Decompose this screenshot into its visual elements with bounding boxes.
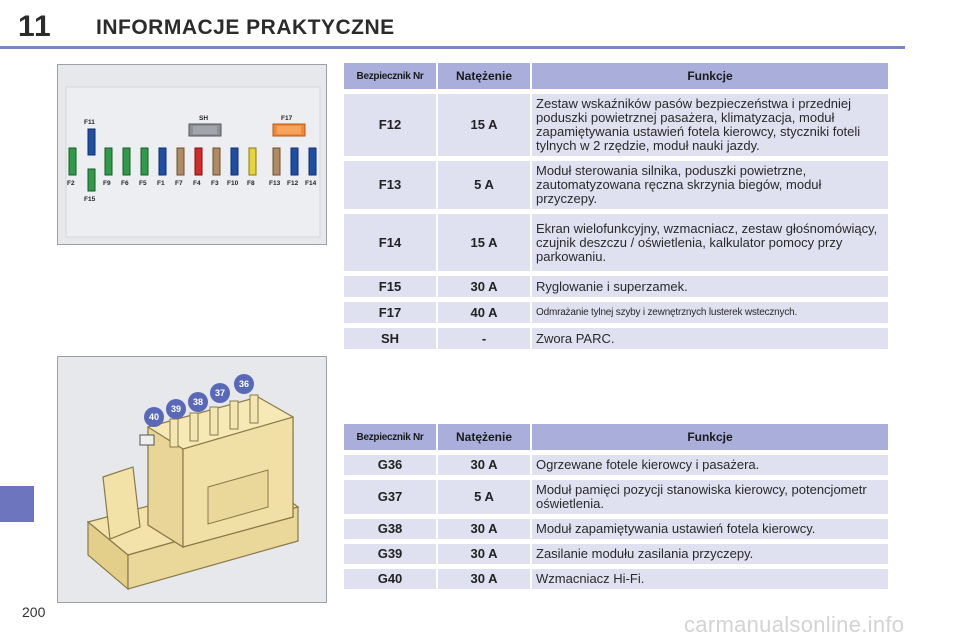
- fuse-f13: [273, 148, 280, 175]
- fuse-f10: [231, 148, 238, 175]
- f17-label: F17: [281, 115, 293, 122]
- amperage: 30 A: [438, 569, 530, 589]
- function: Moduł pamięci pozycji stanowiska kierowcy, potencjometr oświetlenia.: [532, 480, 888, 514]
- label-f14: F14: [305, 180, 317, 187]
- amperage: 30 A: [438, 276, 530, 297]
- label-f13: F13: [269, 180, 281, 187]
- label-f9: F9: [103, 180, 111, 187]
- header-rule: [0, 46, 905, 49]
- sh-label: SH: [199, 115, 209, 122]
- amperage: 15 A: [438, 214, 530, 271]
- fuse-f5: [141, 148, 148, 175]
- fuse-nr: F12: [344, 94, 436, 156]
- chapter-number: 11: [18, 10, 52, 43]
- fuse-box-diagram: [57, 64, 327, 245]
- f11-fuse: [88, 129, 95, 155]
- amperage: 30 A: [438, 544, 530, 564]
- amperage: 15 A: [438, 94, 530, 156]
- header-fuse-nr: Bezpiecznik Nr: [344, 424, 436, 450]
- label-f4: F4: [193, 180, 201, 187]
- fuse-nr: F17: [344, 302, 436, 323]
- function: Wzmacniacz Hi-Fi.: [532, 569, 888, 589]
- fuse-nr: F14: [344, 214, 436, 271]
- label-f15: F15: [84, 196, 96, 203]
- amperage: 30 A: [438, 519, 530, 539]
- fuse-table-1: [342, 58, 890, 354]
- label-f1: F1: [157, 180, 165, 187]
- chapter-side-tab: [0, 486, 34, 522]
- table-row: [344, 276, 888, 297]
- function: Ryglowanie i superzamek.: [532, 276, 888, 297]
- function: Ekran wielofunkcyjny, wzmacniacz, zestaw głośnomówiący, czujnik deszczu / oświetlenia, kalkulator pomocy przy parkowaniu.: [532, 214, 888, 271]
- table-row: [344, 328, 888, 349]
- watermark: carmanualsonline.info: [684, 612, 905, 637]
- fuse-nr: G39: [344, 544, 436, 564]
- fuse-table-2: [342, 419, 890, 594]
- function: Ogrzewane fotele kierowcy i pasażera.: [532, 455, 888, 475]
- fuse-nr: SH: [344, 328, 436, 349]
- amperage: -: [438, 328, 530, 349]
- label-f12: F12: [287, 180, 299, 187]
- header-fuse-nr: Bezpiecznik Nr: [344, 63, 436, 89]
- amperage: 30 A: [438, 455, 530, 475]
- f11-label: F11: [84, 119, 95, 126]
- header-amperage: Natężenie: [438, 63, 530, 89]
- fuse-f8: [249, 148, 256, 175]
- fuse-f12: [291, 148, 298, 175]
- fuse-nr: G38: [344, 519, 436, 539]
- amperage: 5 A: [438, 480, 530, 514]
- table-row: [344, 544, 888, 564]
- table-row: [344, 214, 888, 271]
- fuse-nr: G40: [344, 569, 436, 589]
- fuse-f9: [105, 148, 112, 175]
- chapter-title: INFORMACJE PRAKTYCZNE: [96, 16, 395, 39]
- connector-36: 36: [238, 379, 250, 389]
- amperage: 40 A: [438, 302, 530, 323]
- table-row: [344, 480, 888, 514]
- page-number: 200: [22, 604, 46, 620]
- fuse-nr: G37: [344, 480, 436, 514]
- connector-40: 40: [148, 412, 160, 422]
- fuse-f4: [195, 148, 202, 175]
- table-row: [344, 519, 888, 539]
- fuse-f6: [123, 148, 130, 175]
- connector-38: 38: [192, 397, 204, 407]
- function: Odmrażanie tylnej szyby i zewnętrznych lusterek wstecznych.: [532, 302, 888, 323]
- header-amperage: Natężenie: [438, 424, 530, 450]
- label-f2: F2: [67, 180, 75, 187]
- label-f5: F5: [139, 180, 147, 187]
- fuse-f2: [69, 148, 76, 175]
- function: Moduł sterowania silnika, poduszki powietrzne, zautomatyzowana ręczna skrzynia biegów, moduł przyczepy.: [532, 161, 888, 209]
- function: Moduł zapamiętywania ustawień fotela kierowcy.: [532, 519, 888, 539]
- table-row: [344, 569, 888, 589]
- fuse-f15: [88, 169, 95, 191]
- connector-block-diagram: [57, 356, 327, 603]
- function: Zwora PARC.: [532, 328, 888, 349]
- fuse-f7: [177, 148, 184, 175]
- label-f6: F6: [121, 180, 129, 187]
- connector-39: 39: [170, 404, 182, 414]
- fuse-nr: F13: [344, 161, 436, 209]
- function: Zestaw wskaźników pasów bezpieczeństwa i przedniej poduszki powietrznej pasażera, klimatyzacja, moduł zapamiętywania ustawień fotela kierowcy, styczniki foteli tylnych w 2 rzędzie, moduł nauki jazdy.: [532, 94, 888, 156]
- fuse-f14: [309, 148, 316, 175]
- fuse-nr: G36: [344, 455, 436, 475]
- fuse-nr: F15: [344, 276, 436, 297]
- header-function: Funkcje: [532, 63, 888, 89]
- label-f7: F7: [175, 180, 183, 187]
- fuse-f3: [213, 148, 220, 175]
- table-row: [344, 455, 888, 475]
- fuse-f1: [159, 148, 166, 175]
- connector-37: 37: [214, 388, 226, 398]
- table-row: [344, 94, 888, 156]
- header-function: Funkcje: [532, 424, 888, 450]
- function: Zasilanie modułu zasilania przyczepy.: [532, 544, 888, 564]
- label-f8: F8: [247, 180, 255, 187]
- label-f10: F10: [227, 180, 239, 187]
- label-f3: F3: [211, 180, 219, 187]
- amperage: 5 A: [438, 161, 530, 209]
- table-row: [344, 302, 888, 323]
- table-row: [344, 161, 888, 209]
